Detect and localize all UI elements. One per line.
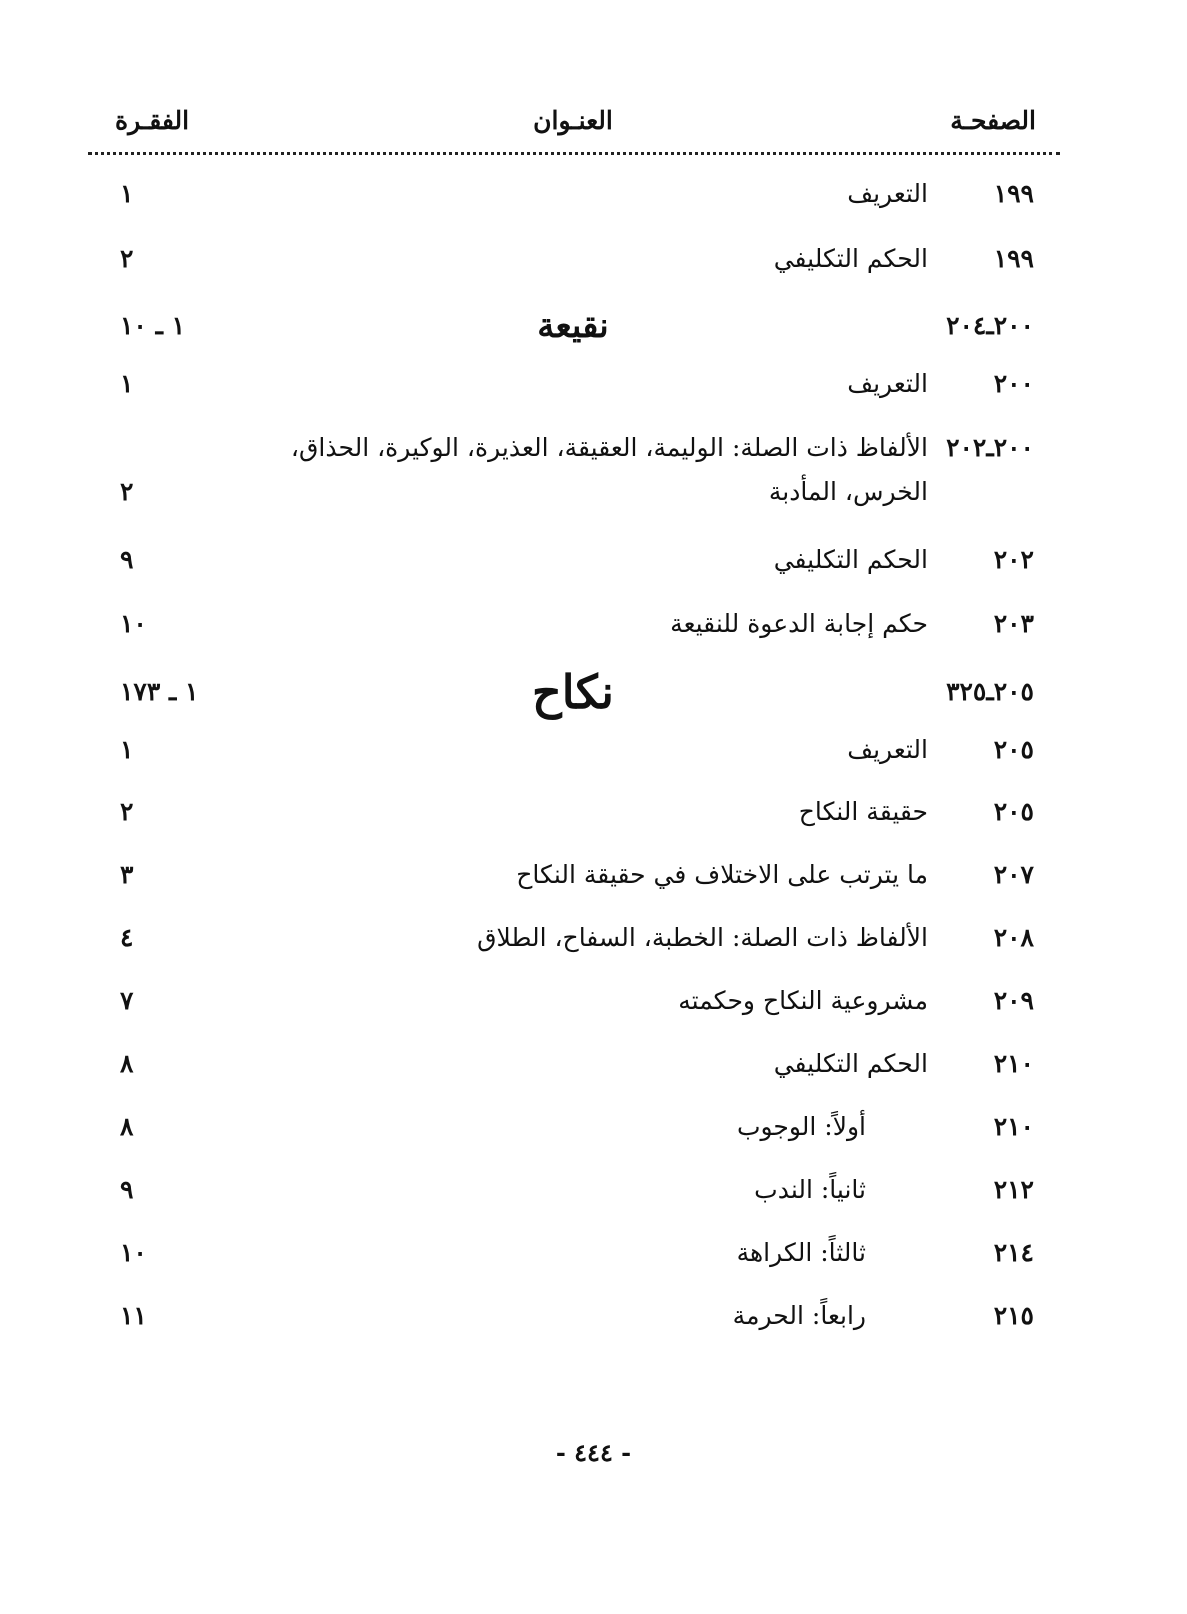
entry-title: ثالثاً: الكراهة <box>736 1238 866 1267</box>
paragraph-column-header: الفقـرة <box>115 106 190 135</box>
index-entry <box>90 364 1056 404</box>
index-entry <box>90 981 1056 1021</box>
entry-title: أولاً: الوجوب <box>736 1112 866 1141</box>
entry-title: التعريف <box>847 179 928 208</box>
entry-title: مشروعية النكاح وحكمته <box>678 986 928 1015</box>
index-entry <box>90 918 1056 958</box>
index-subentry <box>90 1233 1056 1273</box>
entry-title: التعريف <box>847 369 928 398</box>
entry-page: ٢٠٠ـ٢٠٢ <box>946 433 1034 462</box>
index-entry <box>90 730 1056 770</box>
entry-paragraph: ٤ <box>120 923 134 952</box>
entry-title: الحكم التكليفي <box>773 545 928 574</box>
index-subentry <box>90 1170 1056 1210</box>
entry-title: الحكم التكليفي <box>773 244 928 273</box>
entry-title-line2: الخرس، المأدبة <box>768 477 928 506</box>
entry-title: التعريف <box>847 735 928 764</box>
entry-paragraph: ٨ <box>120 1112 134 1141</box>
entry-page: ١٩٩ <box>993 179 1034 208</box>
title-column-header: العنـوان <box>533 106 613 135</box>
index-entry <box>90 855 1056 895</box>
entry-paragraph: ١١ <box>120 1301 147 1330</box>
section-page-range: ٢٠٠ـ٢٠٤ <box>946 311 1034 340</box>
table-header <box>90 96 1056 146</box>
index-subentry <box>90 1107 1056 1147</box>
index-entry <box>90 1044 1056 1084</box>
page-number: - ٤٤٤ - <box>555 1438 632 1467</box>
entry-paragraph: ١٠ <box>120 609 147 638</box>
entry-paragraph: ٢ <box>120 244 134 273</box>
index-entry-multiline <box>90 426 1056 516</box>
entry-title: حقيقة النكاح <box>798 797 928 826</box>
entry-page: ١٩٩ <box>993 244 1034 273</box>
entry-paragraph: ٧ <box>120 986 134 1015</box>
entry-title: حكم إجابة الدعوة للنقيعة <box>670 609 928 638</box>
entry-paragraph: ٢ <box>120 477 134 506</box>
entry-paragraph: ٣ <box>120 860 134 889</box>
section-page-range: ٢٠٥ـ٣٢٥ <box>946 677 1034 706</box>
entry-title-line1: الألفاظ ذات الصلة: الوليمة، العقيقة، العذيرة، الوكيرة، الحذاق، <box>290 433 928 462</box>
entry-paragraph: ١٠ <box>120 1238 147 1267</box>
index-entry <box>90 792 1056 832</box>
entry-page: ٢٠٨ <box>993 923 1034 952</box>
section-title: نقيعة <box>537 306 609 346</box>
entry-page: ٢١٢ <box>993 1175 1034 1204</box>
entry-page: ٢٠٥ <box>993 797 1034 826</box>
entry-title: ما يترتب على الاختلاف في حقيقة النكاح <box>516 860 928 889</box>
section-heading <box>90 664 1056 720</box>
entry-paragraph: ٨ <box>120 1049 134 1078</box>
entry-paragraph: ٩ <box>120 545 134 574</box>
entry-title: الألفاظ ذات الصلة: الخطبة، السفاح، الطلاق <box>477 923 928 952</box>
entry-paragraph: ٩ <box>120 1175 134 1204</box>
section-paragraph-range: ١ ـ ١٠ <box>120 311 186 340</box>
entry-paragraph: ١ <box>120 179 134 208</box>
index-entry <box>90 174 1056 214</box>
entry-paragraph: ١ <box>120 735 134 764</box>
section-heading <box>90 298 1056 354</box>
entry-paragraph: ١ <box>120 369 134 398</box>
section-title: نكاح <box>532 665 614 719</box>
entry-page: ٢١٤ <box>993 1238 1034 1267</box>
index-entry <box>90 540 1056 580</box>
entry-title: الحكم التكليفي <box>773 1049 928 1078</box>
entry-page: ٢٠٣ <box>993 609 1034 638</box>
entry-page: ٢٠٧ <box>993 860 1034 889</box>
entry-page: ٢٠٩ <box>993 986 1034 1015</box>
entry-title: رابعاً: الحرمة <box>732 1301 866 1330</box>
entry-page: ٢١٠ <box>993 1049 1034 1078</box>
entry-paragraph: ٢ <box>120 797 134 826</box>
index-entry <box>90 239 1056 279</box>
section-paragraph-range: ١ ـ ١٧٣ <box>120 677 199 706</box>
entry-page: ٢٠٥ <box>993 735 1034 764</box>
entry-page: ٢١٠ <box>993 1112 1034 1141</box>
index-entry <box>90 604 1056 644</box>
entry-page: ٢٠٢ <box>993 545 1034 574</box>
dotted-divider <box>88 152 1060 155</box>
entry-title: ثانياً: الندب <box>754 1175 866 1204</box>
index-subentry <box>90 1296 1056 1336</box>
entry-page: ٢٠٠ <box>993 369 1034 398</box>
entry-page: ٢١٥ <box>993 1301 1034 1330</box>
page-column-header: الصفحـة <box>950 106 1036 135</box>
